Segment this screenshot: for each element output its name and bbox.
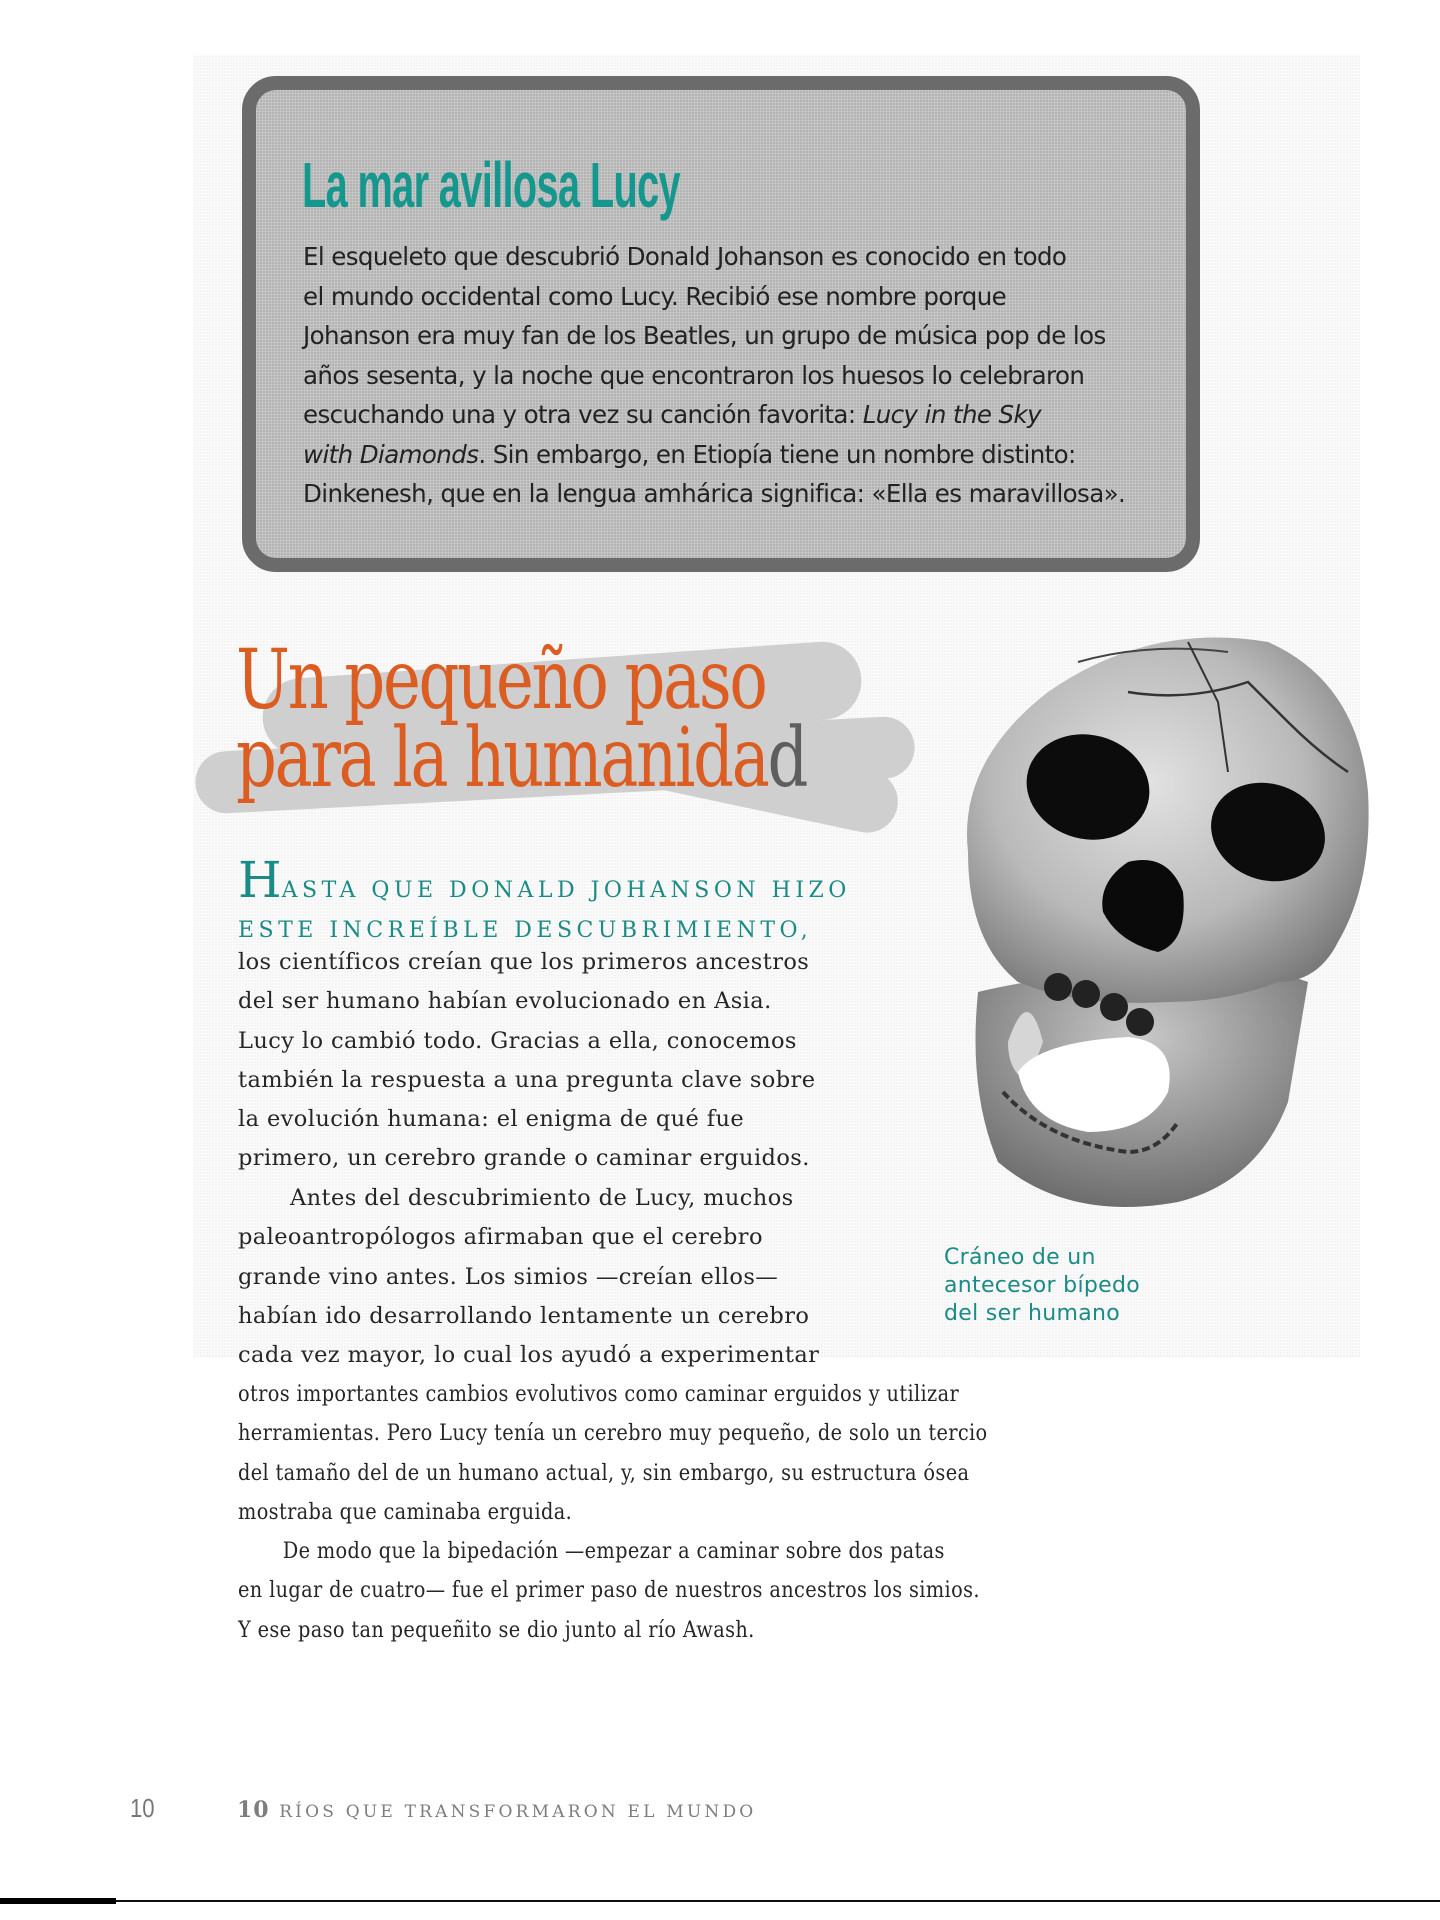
figure-caption	[944, 1244, 1140, 1328]
paragraph-3	[238, 1532, 1029, 1650]
text-line: grande vino antes. Los simios —creían ellos—	[238, 1263, 779, 1290]
caption-line: Cráneo de un	[944, 1245, 1096, 1270]
text-line: paleoantropólogos afirmaban que el cerebro	[238, 1224, 763, 1251]
sidebar-line: Dinkenesh, que en la lengua amhárica significa: «Ella es maravillosa».	[303, 479, 1126, 508]
lead-text: ASTA QUE DONALD JOHANSON HIZO	[281, 878, 851, 903]
text-line: Antes del descubrimiento de Lucy, muchos	[290, 1185, 794, 1211]
text-line: del tamaño del de un humano actual, y, sin embargo, su estructura ósea	[238, 1459, 970, 1486]
article-title-text: para la humanida	[236, 711, 768, 806]
sidebar-line	[303, 435, 1183, 475]
running-head	[237, 1797, 756, 1823]
article-title-line: Un pequeño paso	[236, 633, 766, 728]
sidebar-box-title: La mar avillosa Lucy	[302, 149, 680, 221]
sidebar-text: . Sin embargo, en Etiopía tiene un nombre distinto:	[478, 439, 1076, 469]
sidebar-line	[303, 395, 1183, 435]
running-head-number: 10	[237, 1797, 270, 1823]
lead-line: ESTE INCREÍBLE DESCUBRIMIENTO,	[238, 918, 813, 943]
caption-line: del ser humano	[944, 1301, 1121, 1326]
page-number: 10	[130, 1793, 155, 1823]
article-title-line	[236, 711, 807, 806]
article-title	[236, 633, 807, 806]
song-title: Lucy in the Sky	[862, 400, 1041, 429]
text-line: Y ese paso tan pequeñito se dio junto al río Awash.	[238, 1616, 755, 1643]
text-line: Lucy lo cambió todo. Gracias a ella, conocemos	[238, 1027, 797, 1054]
text-line: también la respuesta a una pregunta clave sobre	[238, 1066, 816, 1093]
text-line: mostraba que caminaba erguida.	[238, 1498, 573, 1525]
text-line: De modo que la bipedación —empezar a caminar sobre dos patas	[282, 1538, 945, 1564]
song-title: with Diamonds	[303, 439, 479, 469]
lead-in	[238, 851, 878, 951]
lead-line	[238, 851, 878, 911]
text-line: habían ido desarrollando lentamente un cerebro	[238, 1302, 810, 1329]
caption-line: antecesor bípedo	[944, 1273, 1140, 1298]
sidebar-line: el mundo occidental como Lucy. Recibió ese nombre porque	[303, 281, 1007, 311]
article-title-last-letter: d	[767, 711, 807, 806]
sidebar-line: años sesenta, y la noche que encontraron los huesos lo celebraron	[303, 360, 1085, 390]
footer-rule-accent	[0, 1898, 116, 1904]
text-line: otros importantes cambios evolutivos como caminar erguidos y utilizar	[238, 1381, 960, 1407]
text-line: los científicos creían que los primeros ancestros	[238, 949, 810, 975]
sidebar-box-text	[303, 237, 1183, 514]
sidebar-line: El esqueleto que descubrió Donald Johanson es conocido en todo	[303, 242, 1067, 271]
skull-image	[928, 622, 1380, 1227]
text-line: cada vez mayor, lo cual los ayudó a experimentar	[238, 1342, 820, 1369]
text-line: primero, un cerebro grande o caminar erguidos.	[238, 1145, 810, 1172]
sidebar-line: Johanson era muy fan de los Beatles, un grupo de música pop de los	[303, 321, 1106, 350]
text-line: en lugar de cuatro— fue el primer paso de nuestros ancestros los simios.	[238, 1577, 980, 1604]
text-line: del ser humano habían evolucionado en Asia.	[238, 988, 772, 1015]
running-head-title: RÍOS QUE TRANSFORMARON EL MUNDO	[279, 1802, 757, 1822]
footer-rule	[0, 1900, 1440, 1902]
text-line: la evolución humana: el enigma de qué fue	[238, 1106, 745, 1133]
paragraph-2-continued	[238, 1375, 1029, 1532]
drop-cap: H	[238, 851, 282, 909]
text-line: herramientas. Pero Lucy tenía un cerebro muy pequeño, de solo un tercio	[238, 1420, 988, 1447]
sidebar-text: escuchando una y otra vez su canción favorita:	[303, 400, 863, 429]
